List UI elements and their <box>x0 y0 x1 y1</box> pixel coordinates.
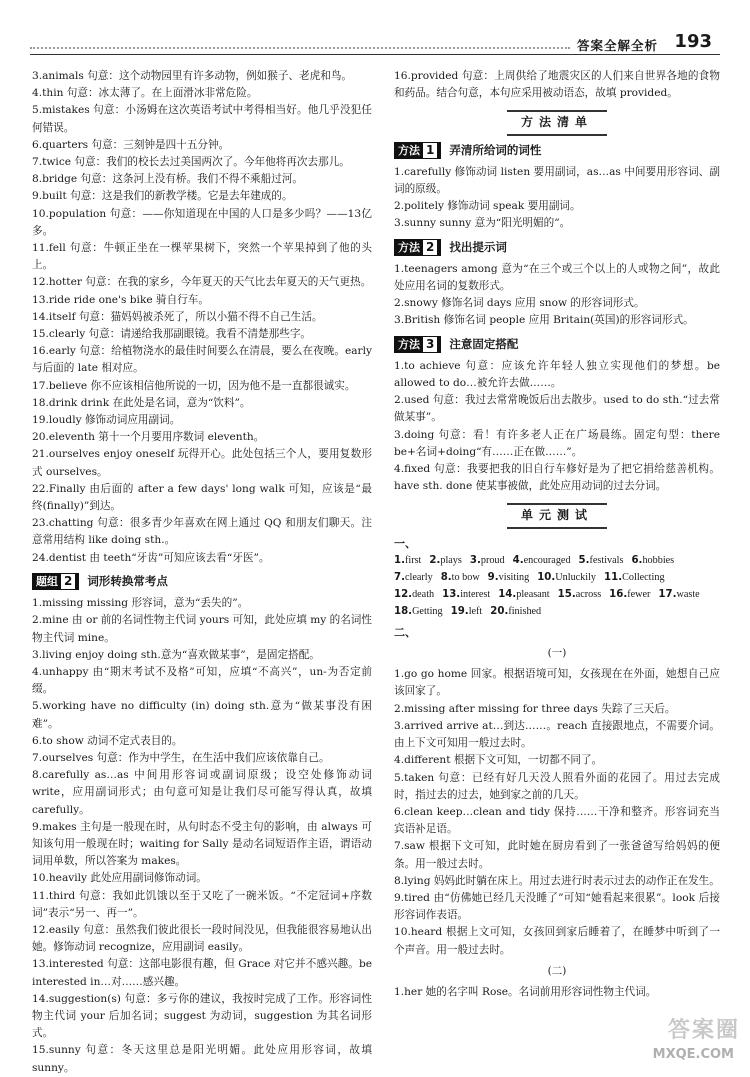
section-tag-label: 题组 <box>36 574 58 588</box>
answer-item: 4.fixed 句意：我要把我的旧自行车修好是为了把它捐给慈善机构。have sth. done 使某事被做，此处应用动词的过去分词。 <box>394 463 720 493</box>
part1-answer-number: 16. <box>609 588 628 600</box>
part1-answer <box>442 586 490 603</box>
answer-item: 16.early 句意：给植物浇水的最佳时间要么在清晨，要么在夜晚。early与后面的 late 相对应。 <box>32 345 372 375</box>
part1-answer <box>513 552 571 569</box>
answer-item: 3.sunny sunny 意为“阳光明媚的”。 <box>394 217 571 230</box>
answer-item: 2.missing after missing for three days 失踪了三天后。 <box>394 702 676 715</box>
answer-item: 3.arrived arrive at…到达……。reach 直接跟地点，不需要介词。由上下文可知用一般过去时。 <box>394 719 720 750</box>
answer-item: 6.quarters 句意：三刻钟是四十五分钟。 <box>32 138 230 151</box>
answer-item: 5.mistakes 句意：小汤姆在这次英语考试中考得相当好。他几乎没犯任何错误。 <box>32 104 372 134</box>
answer-item: 10.population 句意：——你知道现在中国的人口是多少吗？——13亿多。 <box>32 207 372 237</box>
answer-item: 1.teenagers among 意为“在三个或三个以上的人或物之间”，故此处应用名词的复数形式。 <box>394 262 720 293</box>
left-answer-list-a <box>32 68 372 567</box>
answer-item: 6.clean keep…clean and tidy 保持……干净和整齐。形容词充当宾语补足语。 <box>394 805 720 836</box>
part1-answer-word: encouraged <box>523 554 571 566</box>
answer-item: 18.drink drink 在此处是名词，意为“饮料”。 <box>32 396 251 409</box>
left-column <box>32 68 372 1077</box>
part1-label: 一、 <box>394 536 416 550</box>
method1-list <box>394 164 720 233</box>
part2-list-b <box>394 984 720 1001</box>
watermark-url: MXQE.COM <box>652 1047 734 1062</box>
part1-answer <box>490 603 541 620</box>
part1-answer-number: 5. <box>578 554 590 566</box>
part1-answer-word: visiting <box>498 571 530 583</box>
answer-item: 6.to show 动词不定式表目的。 <box>32 734 183 747</box>
method-tag-number: 3 <box>422 336 438 353</box>
watermark-logo: 答案圈 <box>667 1018 740 1043</box>
method1-header <box>394 142 720 159</box>
part1-answer-number: 6. <box>631 554 643 566</box>
part1-answer-number: 4. <box>512 554 524 566</box>
part1-answer-word: across <box>575 588 602 600</box>
part1-answer-word: Collecting <box>622 571 665 583</box>
answer-item: 3.British 修饰名词 people 应用 Britain(英国)的形容词形式。 <box>394 314 694 327</box>
answer-item: 7.saw 根据下文可知，此时她在厨房看到了一张爸爸写给妈妈的便条。用一般过去时。 <box>394 840 720 870</box>
answer-item: 8.bridge 句意：这条河上没有桥。我们不得不乘船过河。 <box>32 173 304 186</box>
part2-list <box>394 666 720 958</box>
part1-answer-number: 12. <box>394 588 413 600</box>
answer-item: 1.carefully 修饰动词 listen 要用副词，as…as 中间要用形容词、副词的原级。 <box>394 165 720 196</box>
part1-answer <box>429 552 461 569</box>
part1-answer-word: plays <box>440 554 462 566</box>
answer-item: 12.hotter 句意：在我的家乡，今年夏天的天气比去年夏天的天气更热。 <box>32 276 372 289</box>
answer-item: 15.sunny 句意：冬天这里总是阳光明媚。此处应用形容词，故填 sunny。 <box>32 1044 372 1074</box>
part1-answer-number: 19. <box>450 605 469 617</box>
part1-answer-number: 8. <box>440 571 452 583</box>
answer-item: 11.third 句意：我如此饥饿以至于又吃了一碗米饭。“不定冠词+序数词”表示“另一、再一”。 <box>32 889 372 919</box>
answer-item: 14.itself 句意：猫妈妈被杀死了，所以小猫不得不自己生活。 <box>32 310 323 323</box>
method-tag <box>394 336 441 353</box>
answer-item: 19.loudly 修饰动词应用副词。 <box>32 414 181 427</box>
answer-item: 24.dentist 由 teeth“牙齿”可知应该去看“牙医”。 <box>32 551 270 564</box>
methods-banner-title: 方法清单 <box>507 110 607 135</box>
method1-title: 弄清所给词的词性 <box>449 142 542 157</box>
method-tag <box>394 142 441 159</box>
method-tag-number: 1 <box>422 142 438 159</box>
answer-item: 12.easily 句意：虽然我们彼此很长一段时间没见，但我能很容易地认出她。修饰动词 recognize，应用副词 easily。 <box>32 923 372 954</box>
page-header <box>0 0 750 58</box>
part1-answer-number: 17. <box>658 588 677 600</box>
answer-item: 1.her 她的名字叫 Rose。名词前用形容词性物主代词。 <box>394 985 657 998</box>
part1-answer <box>470 552 505 569</box>
answer-item: 8.lying 妈妈此时躺在床上。用过去进行时表示过去的动作正在发生。 <box>394 874 720 887</box>
answer-item: 14.suggestion(s) 句意：多亏你的建议，我按时完成了工作。形容词性物主代词 your 后加名词；suggest 为动词，suggestion 为其名词形式。 <box>32 992 372 1040</box>
answer-item: 17.believe 你不应该相信他所说的一切，因为他不是一直都很诚实。 <box>32 379 356 392</box>
answer-item: 13.ride ride one's bike 骑自行车。 <box>32 293 209 306</box>
answer-item: 4.thin 句意：冰太薄了。在上面滑冰非常危险。 <box>32 87 258 100</box>
part1-answer-number: 13. <box>442 588 461 600</box>
part1-answer-number: 10. <box>537 571 556 583</box>
method3-title: 注意固定搭配 <box>449 336 519 351</box>
answer-item: 2.politely 修饰动词 speak 要用副词。 <box>394 200 581 213</box>
method2-title: 找出提示词 <box>449 239 507 254</box>
answer-item: 1.missing missing 形容词，意为“丢失的”。 <box>32 597 249 610</box>
section-header-group2 <box>32 573 372 590</box>
method-tag-label: 方法 <box>398 240 420 254</box>
answer-item: 7.ourselves 句意：作为中学生，在生活中我们应该依靠自己。 <box>32 751 330 764</box>
part1-answer <box>658 586 699 603</box>
method-tag-label: 方法 <box>398 337 420 351</box>
header-title: 答案全解全析 <box>576 38 658 53</box>
part1-answer <box>488 569 530 586</box>
answer-item: 2.snowy 修饰名词 days 应用 snow 的形容词形式。 <box>394 297 645 310</box>
part1-answer <box>498 586 549 603</box>
part1-answer-number: 9. <box>487 571 499 583</box>
answer-item: 16.provided 句意：上周供给了地震灾区的人们来自世界各地的食物和药品。结合句意，本句应采用被动语态，故填 provided。 <box>394 70 720 100</box>
part1-answer-word: proud <box>480 554 505 566</box>
answer-item: 22.Finally 由后面的 after a few days' long walk 可知，应该是“最终(finally)”到达。 <box>32 482 372 513</box>
answer-item: 4.different 根据下文可知，一切都不同了。 <box>394 754 603 767</box>
part1-answer-number: 2. <box>429 554 441 566</box>
section-tag-number: 2 <box>60 573 76 590</box>
answer-item: 5.taken 句意：已经有好几天没人照看外面的花园了。用过去完成时，指过去的过去，她到家之前的几天。 <box>394 771 720 801</box>
answer-item: 10.heavily 此处应用副词修饰动词。 <box>32 872 207 885</box>
part1-answer-number: 3. <box>469 554 481 566</box>
right-answer-list-a <box>394 68 720 102</box>
part1-answer-word: fewer <box>627 588 651 600</box>
answer-item: 15.clearly 句意：请递给我那副眼镜。我看不清楚那些字。 <box>32 328 312 341</box>
part1-answer-word: festivals <box>589 554 624 566</box>
answer-item: 11.fell 句意：牛顿正坐在一棵苹果树下，突然一个苹果掉到了他的头上。 <box>32 242 372 272</box>
answer-item: 13.interested 句意：这部电影很有趣，但 Grace 对它并不感兴趣。be interested in…对……感兴趣。 <box>32 958 372 988</box>
part1-answer-word: waste <box>676 588 700 600</box>
answer-item: 3.animals 句意：这个动物园里有许多动物，例如猴子、老虎和鸟。 <box>32 70 353 82</box>
answer-item: 4.unhappy 由“期末考试不及格”可知，应填“不高兴”，un-为否定前缀。 <box>32 665 372 696</box>
section-tag <box>32 573 79 590</box>
unit-test-banner-title: 单元测试 <box>507 503 607 528</box>
part1-answer <box>537 569 596 586</box>
answer-item: 2.mine 由 or 前的名词性物主代词 yours 可知，此处应填 my 的名词性物主代词 mine。 <box>32 614 372 644</box>
right-column <box>394 68 720 1001</box>
part1-answer-number: 11. <box>604 571 623 583</box>
part1-answer <box>451 603 483 620</box>
part1-answer-word: death <box>412 588 435 600</box>
answer-item: 20.eleventh 第十一个月要用序数词 eleventh。 <box>32 431 265 444</box>
part1-answer-word: interest <box>460 588 491 600</box>
part2-label: 二、 <box>394 625 416 639</box>
method-tag-label: 方法 <box>398 143 420 157</box>
part1-answer-word: Getting <box>412 605 443 617</box>
left-answer-list-b <box>32 595 372 1077</box>
part1-answer-number: 14. <box>498 588 517 600</box>
header-rule <box>30 54 720 55</box>
answer-item: 5.working have no difficulty (in) doing sth.意为“做某事没有困难”。 <box>32 700 372 730</box>
part1-answer <box>604 569 665 586</box>
method-tag-number: 2 <box>422 239 438 256</box>
part1-answers <box>394 552 720 620</box>
answer-item: 9.makes 主句是一般现在时，从句时态不受主句的影响，由 always 可知该句用一般现在时；waiting for Sally 是动名词短语作主语，谓语动词用单数，所以答案为 makes。 <box>32 820 372 868</box>
part1-answer <box>394 586 434 603</box>
unit-test-banner <box>394 503 720 528</box>
answer-item: 2.used 句意：我过去常常晚饭后出去散步。used to do sth.“过去常做某事”。 <box>394 394 720 424</box>
part1-answer-word: hobbies <box>642 554 675 566</box>
part1-answer-number: 18. <box>394 605 413 617</box>
answer-item: 3.living enjoy doing sth.意为“喜欢做某事”，是固定搭配。 <box>32 648 320 661</box>
answer-item: 1.to achieve 句意：应该允许年轻人独立实现他们的梦想。be allowed to do…被允许去做……。 <box>394 359 720 390</box>
part1-answer-word: first <box>404 554 422 566</box>
part1-answer <box>609 586 650 603</box>
part1-answer-word: clearly <box>404 571 433 583</box>
answer-item: 7.twice 句意：我们的校长去过美国两次了。今年他将再次去那儿。 <box>32 156 350 169</box>
part1-answer <box>394 552 421 569</box>
part1-answer <box>441 569 480 586</box>
section-title: 词形转换常考点 <box>87 573 168 588</box>
method2-list <box>394 261 720 330</box>
part1-answer <box>394 603 443 620</box>
methods-banner <box>394 110 720 135</box>
part1-answer-word: finished <box>508 605 542 617</box>
header-dotted-rule <box>30 47 570 49</box>
part1-answer-word: pleasant <box>516 588 550 600</box>
part1-answer-number: 7. <box>394 571 405 583</box>
part2-subheading-2: (二) <box>547 964 567 977</box>
answer-item: 23.chatting 句意：很多青少年喜欢在网上通过 QQ 和朋友们聊天。注意常用结构 like doing sth.。 <box>32 517 372 547</box>
part1-answer-number: 1. <box>394 554 405 566</box>
part1-answer-word: left <box>468 605 483 617</box>
method3-list <box>394 358 720 496</box>
part1-answer <box>394 569 433 586</box>
part1-answer <box>558 586 602 603</box>
method3-header <box>394 336 720 353</box>
answer-item: 8.carefully as…as 中间用形容词或副词原级；设空处修饰动词 write，应用副词形式；由句意可知是让我们尽可能写得认真，故填 carefully。 <box>32 769 372 816</box>
answer-item: 21.ourselves enjoy oneself 玩得开心。此处包括三个人，要用复数形式 ourselves。 <box>32 448 372 478</box>
answer-item: 1.go go home 回家。根据语境可知，女孩现在在外面，她想自己应该回家了。 <box>394 668 720 698</box>
method-tag <box>394 239 441 256</box>
part1-answer-number: 15. <box>557 588 576 600</box>
part1-answer-word: Unluckily <box>555 571 597 583</box>
part1-answer-word: to bow <box>451 571 480 583</box>
answer-item: 9.built 句意：这是我们的新教学楼。它是去年建成的。 <box>32 190 293 203</box>
part1-answer <box>631 552 674 569</box>
method2-header <box>394 239 720 256</box>
answer-item: 3.doing 句意：看！有许多老人正在广场晨练。固定句型：there be+名词+doing“有……正在做……”。 <box>394 428 720 458</box>
part1-answer <box>579 552 624 569</box>
part1-answer-number: 20. <box>490 605 509 617</box>
answer-item: 9.tired 由“仿佛她已经几天没睡了”可知“她看起来很累”。look 后接形容词作表语。 <box>394 891 720 922</box>
part2-subheading-1: (一) <box>547 647 567 660</box>
answer-item: 10.heard 根据上文可知，女孩回到家后睡着了，在睡梦中听到了一个声音。用一般过去时。 <box>394 926 720 956</box>
page-number: 193 <box>674 31 712 52</box>
